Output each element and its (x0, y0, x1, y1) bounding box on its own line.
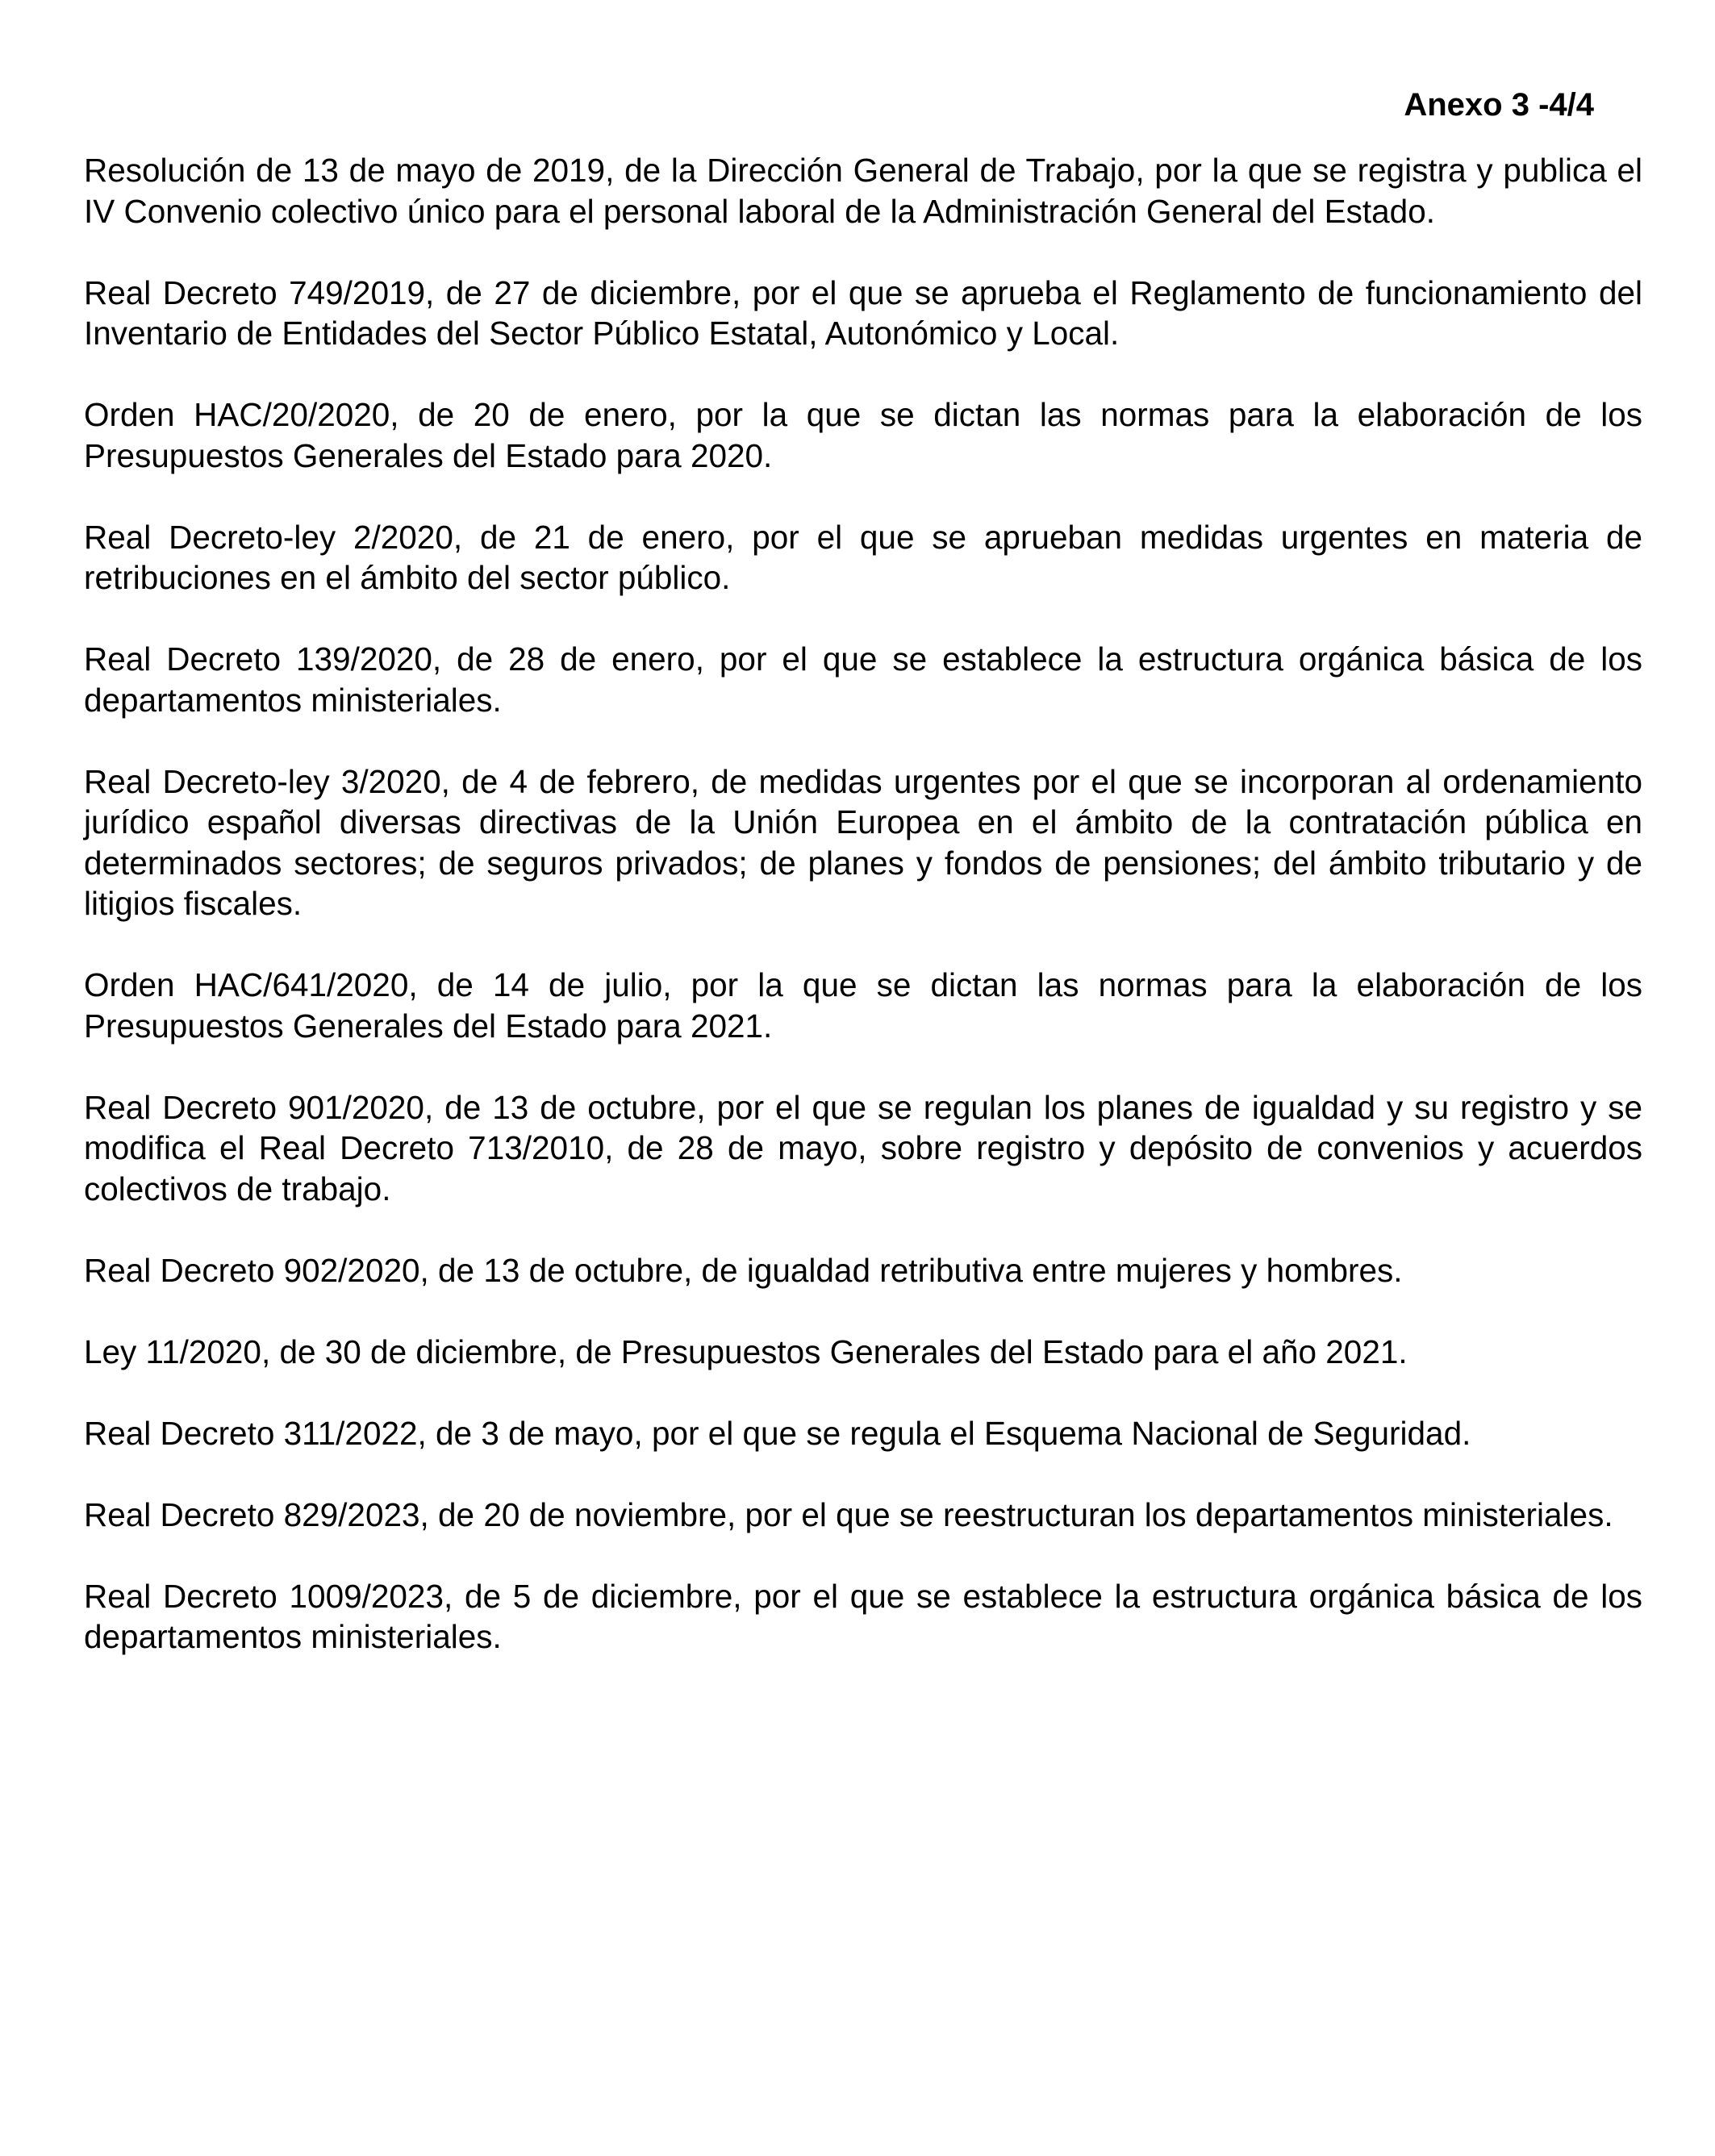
paragraph-13: Real Decreto 1009/2023, de 5 de diciembre, por el que se establece la estructura orgánica básica de los departamentos ministeriales. (84, 1577, 1642, 1655)
paragraph-4: Real Decreto-ley 2/2020, de 21 de enero, por el que se aprueban medidas urgentes en materia de retribuciones en el ámbito del sector público. (84, 518, 1642, 596)
paragraph-7: Orden HAC/641/2020, de 14 de julio, por la que se dictan las normas para la elaboración de los Presupuestos Generales del Estado para 2021. (84, 966, 1642, 1045)
paragraph-2: Real Decreto 749/2019, de 27 de diciembre, por el que se aprueba el Reglamento de funcionamiento del Inventario de Entidades del Sector Público Estatal, Autonómico y Local. (84, 273, 1642, 352)
paragraph-11: Real Decreto 311/2022, de 3 de mayo, por el que se regula el Esquema Nacional de Seguridad. (84, 1414, 1471, 1452)
annex-page-header: Anexo 3 -4/4 (1404, 87, 1594, 123)
paragraph-12: Real Decreto 829/2023, de 20 de noviembre, por el que se reestructuran los departamentos ministeriales. (84, 1495, 1613, 1533)
paragraph-1: Resolución de 13 de mayo de 2019, de la Dirección General de Trabajo, por la que se registra y publica el IV Convenio colectivo único para el personal laboral de la Administración General del Estado. (84, 152, 1642, 230)
paragraph-10: Ley 11/2020, de 30 de diciembre, de Presupuestos Generales del Estado para el año 2021. (84, 1332, 1408, 1370)
paragraph-5: Real Decreto 139/2020, de 28 de enero, por el que se establece la estructura orgánica básica de los departamentos ministeriales. (84, 640, 1642, 719)
paragraph-6: Real Decreto-ley 3/2020, de 4 de febrero, de medidas urgentes por el que se incorporan al ordenamiento jurídico español diversas directivas de la Unión Europea en el ámbito de la contratación pública en determinados sectores; de seguros privados; de planes y fondos de pensiones; del ámbito tributario y de litigios fiscales. (84, 762, 1642, 922)
paragraph-3: Orden HAC/20/2020, de 20 de enero, por la que se dictan las normas para la elaboración de los Presupuestos Generales del Estado para 2020. (84, 396, 1642, 474)
paragraph-9: Real Decreto 902/2020, de 13 de octubre, de igualdad retributiva entre mujeres y hombres. (84, 1251, 1403, 1289)
paragraph-8: Real Decreto 901/2020, de 13 de octubre, por el que se regulan los planes de igualdad y su registro y se modifica el Real Decreto 713/2010, de 28 de mayo, sobre registro y depósito de convenios y acuerdos colectivos de trabajo. (84, 1088, 1642, 1207)
legislation-list (84, 150, 1642, 1698)
